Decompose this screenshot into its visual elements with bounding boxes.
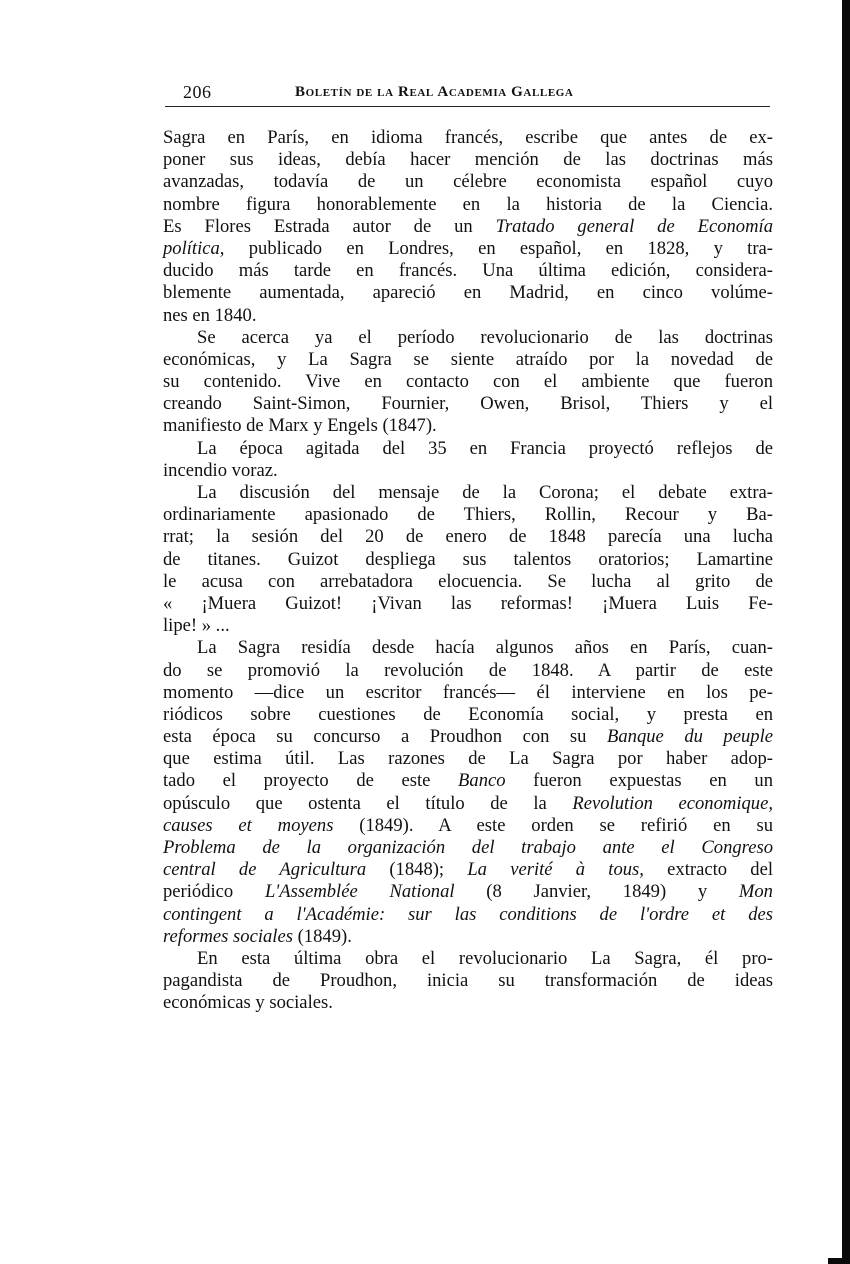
text-segment: publicado en Londres, en español, en 1828, y tra- — [224, 237, 773, 259]
text-line: de titanes. Guizot despliega sus talentos oratorios; Lamartine — [163, 548, 773, 570]
text-segment: Es Flores Estrada autor de un — [163, 215, 496, 237]
text-line — [163, 726, 773, 748]
italic-title: Revolution economique, — [572, 792, 773, 814]
text-line: incendio voraz. — [163, 459, 278, 481]
text-line: momento —dice un escritor francés— él interviene en los pe- — [163, 681, 773, 703]
text-line: poner sus ideas, debía hacer mención de las doctrinas más — [163, 149, 773, 171]
running-head: Boletín de la Real Academia Gallega — [295, 84, 574, 100]
italic-title: contingent a l'Académie: sur las conditions de l'ordre et des — [163, 903, 773, 925]
page-header — [183, 82, 768, 106]
text-line — [163, 881, 773, 903]
text-line: creando Saint-Simon, Fournier, Owen, Brisol, Thiers y el — [163, 393, 773, 415]
text-line: ordinariamente apasionado de Thiers, Rollin, Recour y Ba- — [163, 504, 773, 526]
italic-title: La verité à tous, — [467, 859, 644, 881]
text-line: En esta última obra el revolucionario La Sagra, él pro- — [197, 947, 773, 969]
text-line: blemente aumentada, apareció en Madrid, en cinco volúme- — [163, 282, 773, 304]
italic-title: política, — [163, 237, 225, 259]
scan-page-edge-corner — [828, 1258, 842, 1264]
text-segment: esta época su concurso a Proudhon con su — [163, 726, 607, 748]
text-line: riódicos sobre cuestiones de Economía social, y presta en — [163, 703, 773, 725]
text-line: « ¡Muera Guizot! ¡Vivan las reformas! ¡Muera Luis Fe- — [163, 592, 773, 614]
italic-title: Banque du peuple — [607, 726, 773, 748]
scan-page-edge — [842, 0, 850, 1264]
italic-title: causes et moyens — [163, 814, 334, 836]
text-line — [163, 859, 773, 881]
text-line: manifiesto de Marx y Engels (1847). — [163, 415, 437, 437]
header-rule — [165, 106, 770, 107]
text-line: su contenido. Vive en contacto con el ambiente que fueron — [163, 371, 773, 393]
text-segment: fueron expuestas en un — [505, 770, 773, 792]
text-line: Sagra en París, en idioma francés, escribe que antes de ex- — [163, 127, 773, 148]
text-line: La época agitada del 35 en Francia proyectó reflejos de — [197, 437, 773, 459]
body-text — [163, 127, 773, 1015]
italic-title: Banco — [458, 770, 506, 792]
text-line: nes en 1840. — [163, 304, 257, 326]
text-line — [163, 770, 773, 792]
text-segment: extracto del — [643, 859, 773, 881]
text-line: económicas y sociales. — [163, 992, 333, 1014]
text-line: rrat; la sesión del 20 de enero de 1848 parecía una lucha — [163, 526, 773, 548]
text-segment: (1848); — [366, 859, 468, 881]
page-number: 206 — [183, 82, 212, 102]
text-segment: (1849). — [292, 925, 352, 947]
text-line: que estima útil. Las razones de La Sagra por haber adop- — [163, 748, 773, 770]
text-line: avanzadas, todavía de un célebre economista español cuyo — [163, 171, 773, 193]
text-line — [163, 815, 773, 837]
text-line: económicas, y La Sagra se siente atraído por la novedad de — [163, 348, 773, 370]
text-line: La Sagra residía desde hacía algunos años en París, cuan- — [197, 637, 773, 659]
text-line: Se acerca ya el período revolucionario de las doctrinas — [197, 326, 773, 348]
italic-title: Tratado general de Economía — [495, 215, 773, 237]
text-line: do se promovió la revolución de 1848. A partir de este — [163, 659, 773, 681]
text-segment: (8 Janvier, 1849) y — [454, 881, 739, 903]
text-segment: tado el proyecto de este — [163, 770, 459, 792]
italic-title: Problema de la organización del trabajo ante el Congreso — [163, 837, 773, 858]
italic-title: central de Agricultura — [163, 859, 367, 881]
italic-title: reformes sociales — [163, 925, 293, 947]
text-line: lipe! » ... — [163, 615, 230, 637]
italic-title: Mon — [738, 881, 773, 903]
text-segment: periódico — [163, 881, 265, 903]
text-line: ducido más tarde en francés. Una última edición, considera- — [163, 260, 773, 282]
text-line — [163, 238, 773, 260]
text-line — [163, 216, 773, 238]
text-segment: opúsculo que ostenta el título de la — [163, 792, 573, 814]
text-line: pagandista de Proudhon, inicia su transformación de ideas — [163, 970, 773, 992]
text-line — [163, 793, 773, 815]
text-line — [163, 904, 773, 926]
text-line: le acusa con arrebatadora elocuencia. Se lucha al grito de — [163, 570, 773, 592]
text-line: La discusión del mensaje de la Corona; el debate extra- — [197, 482, 773, 503]
text-segment: (1849). A este orden se refirió en su — [333, 814, 773, 836]
text-line: nombre figura honorablemente en la historia de la Ciencia. — [163, 193, 773, 215]
text-line — [163, 926, 773, 948]
text-line — [163, 837, 773, 859]
italic-title: L'Assemblée National — [264, 881, 455, 903]
